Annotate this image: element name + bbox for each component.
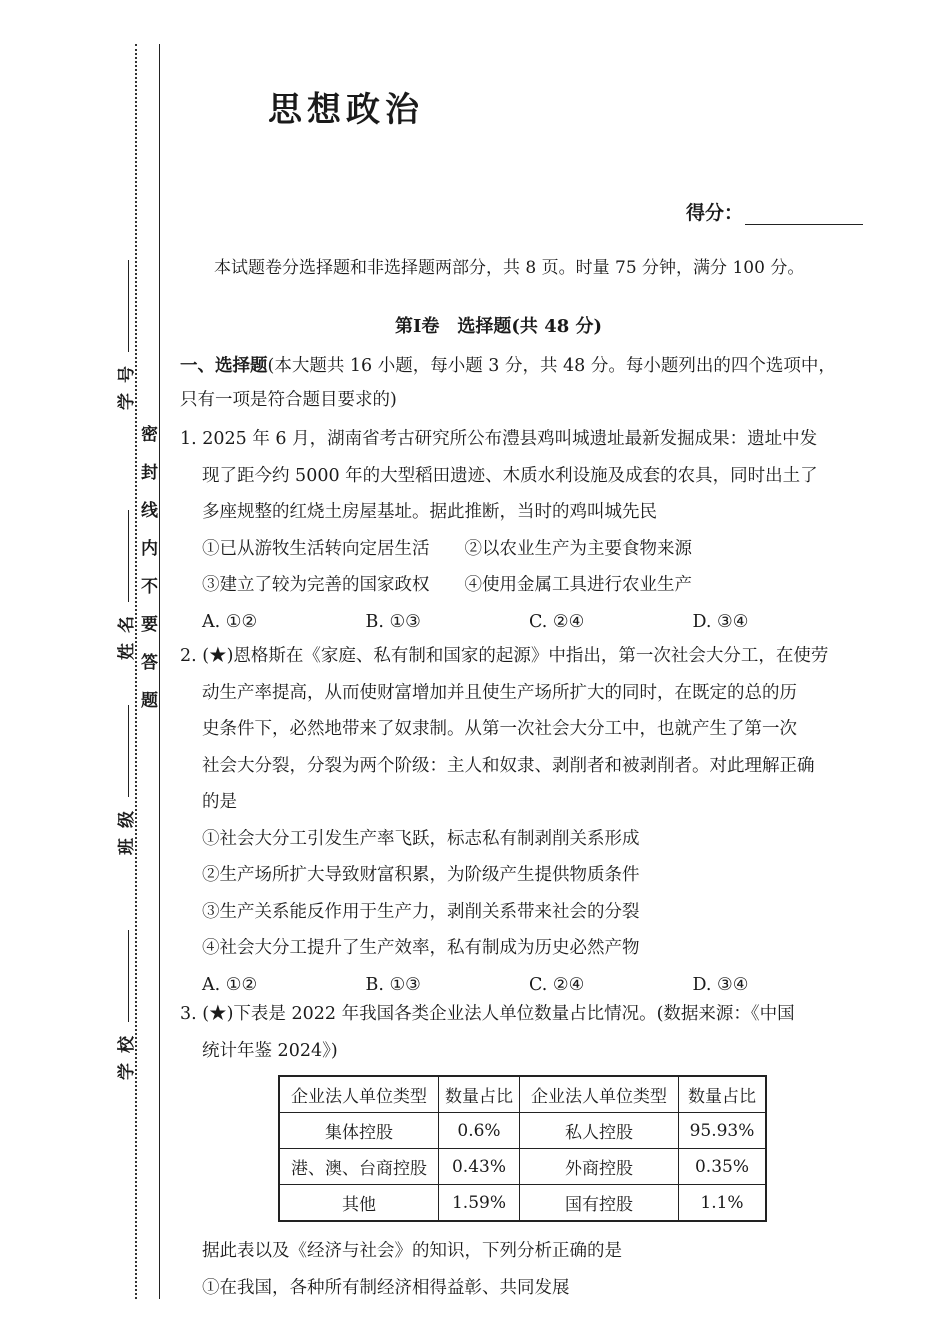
q2-statement-2: ②生产场所扩大导致财富积累，为阶级产生提供物质条件 bbox=[202, 865, 640, 885]
q3-line-2: 统计年鉴 2024》) bbox=[202, 1040, 338, 1061]
question-3-continued bbox=[180, 1233, 856, 1306]
table-cell: 0.6% bbox=[439, 1113, 520, 1149]
q2-option-c[interactable]: C. ②④ bbox=[529, 974, 585, 995]
table-cell: 1.59% bbox=[439, 1185, 520, 1222]
table-cell: 0.35% bbox=[679, 1149, 767, 1185]
section-title: 第Ⅰ卷 选择题(共 48 分) bbox=[395, 316, 603, 337]
seal-solid-line bbox=[159, 44, 160, 1299]
score-field[interactable] bbox=[686, 198, 863, 225]
binding-margin bbox=[0, 0, 165, 1343]
class-label: 班级 bbox=[117, 801, 137, 855]
school-label: 学校 bbox=[117, 1026, 137, 1080]
q2-statement-1: ①社会大分工引发生产率飞跃，标志私有制剥削关系形成 bbox=[202, 828, 640, 849]
student-id-blank[interactable] bbox=[127, 260, 129, 352]
question-1 bbox=[180, 421, 856, 640]
table-cell: 集体控股 bbox=[279, 1113, 439, 1149]
table-header-row bbox=[279, 1076, 766, 1113]
score-label: 得分： bbox=[686, 202, 744, 224]
table-cell: 外商控股 bbox=[520, 1149, 679, 1185]
name-label: 姓名 bbox=[117, 606, 137, 660]
q1-option-a[interactable]: A. ①② bbox=[202, 611, 258, 632]
class-field[interactable] bbox=[112, 705, 137, 855]
q1-option-b[interactable]: B. ①③ bbox=[365, 611, 421, 632]
q2-statement-3: ③生产关系能反作用于生产力，剥削关系带来社会的分裂 bbox=[202, 901, 640, 922]
q2-line-4: 社会大分裂，分裂为两个阶级：主人和奴隶、剥削者和被剥削者。对此理解正确 bbox=[202, 755, 815, 776]
q1-option-c[interactable]: C. ②④ bbox=[529, 611, 585, 632]
table-row bbox=[279, 1149, 766, 1185]
q1-statement-row-2: ③建立了较为完善的国家政权 ④使用金属工具进行农业生产 bbox=[202, 575, 692, 595]
table-cell: 港、澳、台商控股 bbox=[279, 1149, 439, 1185]
q1-line-2: 现了距今约 5000 年的大型稻田遗迹、木质水利设施及成套的农具，同时出土了 bbox=[202, 465, 818, 486]
score-blank[interactable] bbox=[745, 208, 863, 225]
exam-intro: 本试题卷分选择题和非选择题两部分，共 8 页。时量 75 分钟，满分 100 分。 bbox=[214, 258, 805, 278]
q2-statement-4: ④社会大分工提升了生产效率，私有制成为历史必然产物 bbox=[202, 938, 640, 958]
q2-line-3: 史条件下，必然地带来了奴隶制。从第一次社会大分工中，也就产生了第一次 bbox=[202, 719, 797, 739]
table-cell: 私人控股 bbox=[520, 1113, 679, 1149]
table-cell: 95.93% bbox=[679, 1113, 767, 1149]
q2-option-a[interactable]: A. ①② bbox=[202, 974, 258, 995]
page-title: 思想政治 bbox=[268, 90, 424, 130]
part-heading: 一、选择题 bbox=[180, 356, 268, 376]
q3-after-2: ①在我国，各种所有制经济相得益彰、共同发展 bbox=[202, 1277, 570, 1298]
part-heading-block bbox=[180, 349, 856, 417]
q1-line-3: 多座规整的红烧土房屋基址。据此推断，当时的鸡叫城先民 bbox=[202, 502, 657, 522]
name-field[interactable] bbox=[112, 510, 137, 660]
table-row bbox=[279, 1113, 766, 1149]
table-cell: 国有控股 bbox=[520, 1185, 679, 1222]
q2-option-b[interactable]: B. ①③ bbox=[365, 974, 421, 995]
table-cell: 0.43% bbox=[439, 1149, 520, 1185]
table-row bbox=[279, 1185, 766, 1222]
enterprise-share-table bbox=[278, 1075, 767, 1222]
seal-warning-text: 密封线内不要答题 bbox=[137, 425, 157, 729]
school-blank[interactable] bbox=[127, 930, 129, 1022]
part-instructions-2: 只有一项是符合题目要求的) bbox=[180, 390, 397, 410]
q1-options bbox=[180, 604, 856, 641]
q3-after-1: 据此表以及《经济与社会》的知识，下列分析正确的是 bbox=[202, 1241, 622, 1261]
student-id-field[interactable] bbox=[112, 260, 137, 410]
table-header: 企业法人单位类型 bbox=[520, 1076, 679, 1113]
table-header: 数量占比 bbox=[439, 1076, 520, 1113]
class-blank[interactable] bbox=[127, 705, 129, 797]
q2-option-d[interactable]: D. ③④ bbox=[692, 974, 749, 995]
q3-line-1: 3. (★)下表是 2022 年我国各类企业法人单位数量占比情况。(数据来源：《中国 bbox=[180, 1004, 795, 1024]
q2-line-2: 动生产率提高，从而使财富增加并且使生产场所扩大的同时，在既定的总的历 bbox=[202, 682, 797, 703]
q1-line-1: 1. 2025 年 6 月，湖南省考古研究所公布澧县鸡叫城遗址最新发掘成果：遗址中发 bbox=[180, 429, 818, 449]
q1-statement-row-1: ①已从游牧生活转向定居生活 ②以农业生产为主要食物来源 bbox=[202, 538, 692, 559]
table-header: 企业法人单位类型 bbox=[279, 1076, 439, 1113]
part-instructions-1: (本大题共 16 小题，每小题 3 分，共 48 分。每小题列出的四个选项中， bbox=[267, 356, 836, 376]
question-2 bbox=[180, 638, 856, 1003]
question-3 bbox=[180, 996, 856, 1069]
table-cell: 其他 bbox=[279, 1185, 439, 1222]
q2-line-1: 2. (★)恩格斯在《家庭、私有制和国家的起源》中指出，第一次社会大分工，在使劳 bbox=[180, 646, 829, 666]
table-cell: 1.1% bbox=[679, 1185, 767, 1222]
table-header: 数量占比 bbox=[679, 1076, 767, 1113]
school-field[interactable] bbox=[112, 930, 137, 1080]
q1-option-d[interactable]: D. ③④ bbox=[692, 611, 749, 632]
q2-line-5: 的是 bbox=[202, 792, 237, 812]
name-blank[interactable] bbox=[127, 510, 129, 602]
student-id-label: 学号 bbox=[117, 356, 137, 410]
